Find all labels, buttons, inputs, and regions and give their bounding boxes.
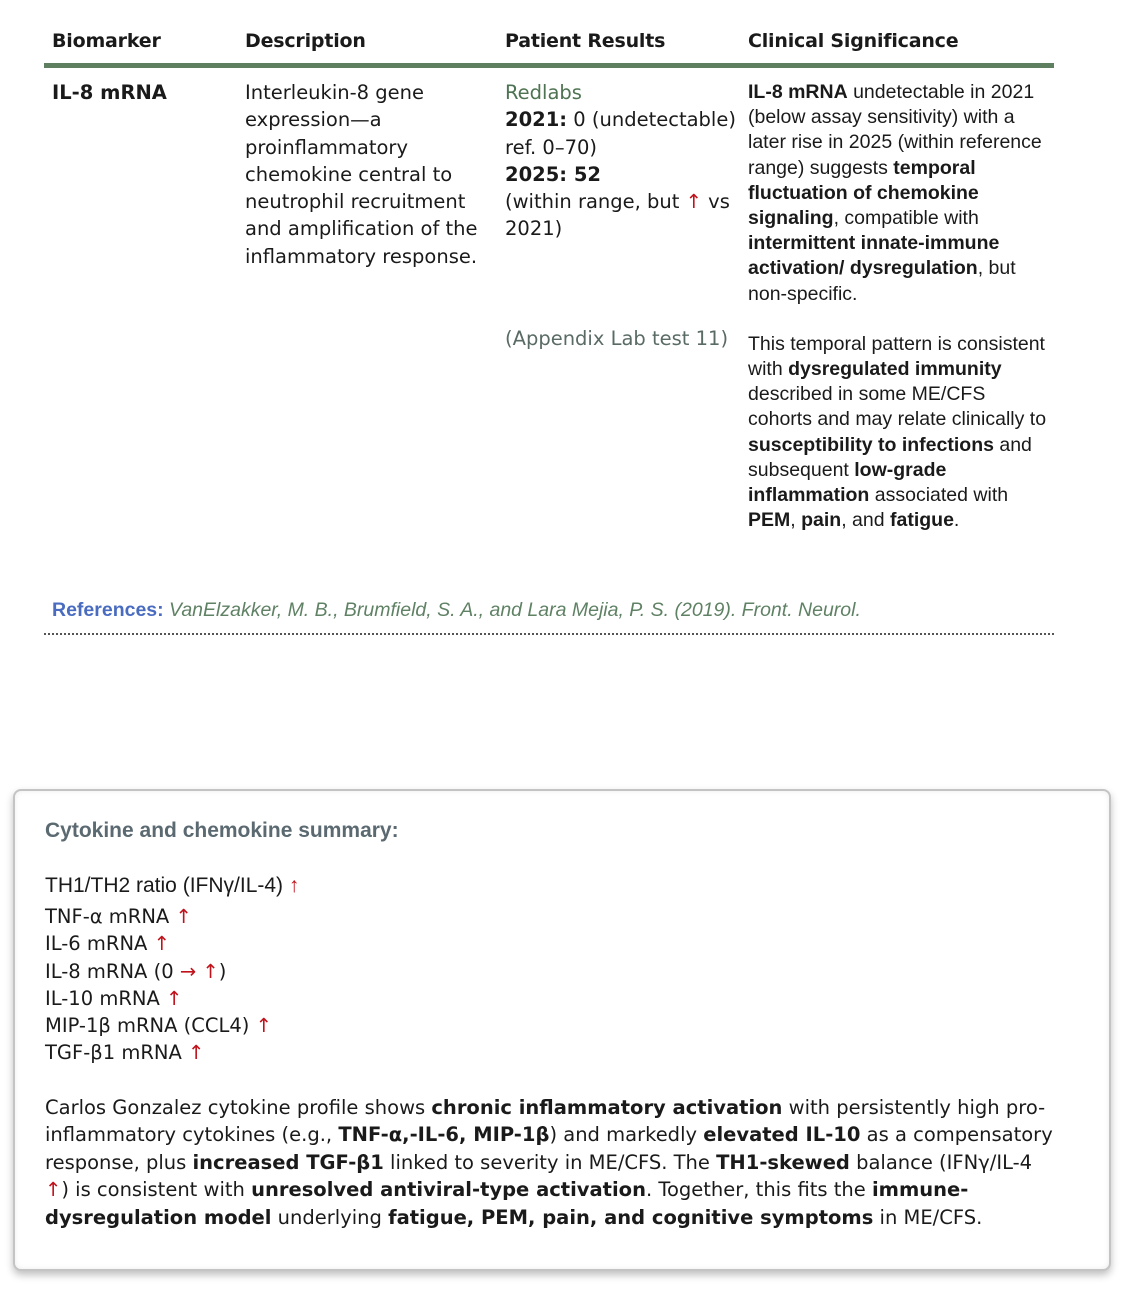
text-run: Carlos Gonzalez cytokine profile shows xyxy=(45,1096,432,1119)
header-description: Description xyxy=(245,30,366,52)
bold-text: IL-8 mRNA xyxy=(748,81,848,103)
cytokine-label: IL-6 mRNA xyxy=(45,932,154,956)
year-2025-value: 52 xyxy=(567,162,602,186)
cytokine-label: IL-10 mRNA xyxy=(45,986,166,1010)
up-arrow-icon: ↑ xyxy=(175,905,192,928)
header-biomarker: Biomarker xyxy=(52,30,161,52)
bold-text: elevated IL-10 xyxy=(703,1123,861,1147)
bold-text: immune-dysregulation model xyxy=(45,1178,969,1229)
trend-note-year: 2021) xyxy=(505,217,563,241)
text-run: . xyxy=(953,509,960,532)
bold-text: TH1-skewed xyxy=(716,1150,850,1174)
text-run: . Together, this fits the xyxy=(645,1178,872,1202)
header-divider xyxy=(44,63,1054,68)
text-run: This temporal pattern is consistent with xyxy=(748,332,1045,381)
trend-note: (within range, but ↑ vs xyxy=(505,190,730,214)
bold-text: chronic inflammatory activation xyxy=(431,1096,783,1119)
description-line: neutrophil recruitment xyxy=(245,190,466,214)
cytokine-list-item xyxy=(45,903,272,930)
bold-text: pain xyxy=(801,509,842,532)
significance-paragraph-1 xyxy=(748,80,1048,307)
text-run: associated with xyxy=(869,484,1009,507)
reference-range: ref. 0–70) xyxy=(505,135,598,159)
header-patient-results: Patient Results xyxy=(505,30,666,52)
bold-text: PEM xyxy=(748,509,791,532)
text-run: as a compensatory response, plus xyxy=(45,1123,1053,1174)
up-arrow-icon: ↑ xyxy=(166,986,183,1010)
significance-paragraph-2 xyxy=(748,332,1048,534)
clinical-significance-cell xyxy=(748,80,1048,533)
text-run: , compatible with xyxy=(833,207,979,230)
description-line: proinflammatory xyxy=(245,135,408,159)
up-arrow-icon: ↑ xyxy=(45,1178,62,1202)
text-run: linked to severity in ME/CFS. The xyxy=(383,1150,717,1174)
cytokine-list-item xyxy=(45,1012,272,1039)
bold-text: fatigue, PEM, pain, and cognitive symptoms xyxy=(388,1205,874,1229)
dotted-divider xyxy=(44,633,1054,635)
references xyxy=(52,599,861,622)
lab-name: Redlabs xyxy=(505,81,582,104)
text-run: with persistently high pro-inflammatory cytokines (e.g., xyxy=(45,1096,1046,1147)
up-arrow-icon: ↑ xyxy=(188,1041,205,1065)
appendix-link[interactable]: (Appendix Lab test 11) xyxy=(505,327,729,350)
bold-text: low-grade inflammation xyxy=(748,458,947,507)
text-run: , and xyxy=(841,509,890,532)
bold-text: fatigue xyxy=(890,509,954,532)
summary-paragraph xyxy=(45,1094,1060,1231)
result-2021 xyxy=(505,106,736,133)
year-2021-label: 2021: xyxy=(505,108,568,132)
year-2025-label: 2025: xyxy=(505,162,568,186)
text-run: , but non-specific. xyxy=(748,257,1016,305)
text-run: described in some ME/CFS cohorts and may relate clinically to xyxy=(748,383,1047,431)
description-cell xyxy=(245,79,478,270)
bold-text: increased TGF-β1 xyxy=(192,1150,384,1174)
cytokine-list-item xyxy=(45,1039,272,1066)
cytokine-label: TNF-α mRNA xyxy=(45,905,176,928)
biomarker-name: IL-8 mRNA xyxy=(52,81,167,104)
bold-text: intermittent innate-immune activation/ dysregulation xyxy=(748,232,1000,280)
cytokine-list-item: IL-8 mRNA (0 → ↑) xyxy=(45,959,227,983)
up-arrow-icon: ↑ xyxy=(255,1014,272,1038)
description-line: chemokine central to xyxy=(245,162,453,186)
references-label: References: xyxy=(52,599,164,621)
bold-text: TNF-α,-IL-6, MIP-1β xyxy=(338,1123,550,1147)
up-arrow-icon: ↑ xyxy=(288,874,300,897)
description-line: Interleukin-8 gene xyxy=(245,81,424,104)
text-run: , xyxy=(790,509,802,532)
text-run: ) is consistent with xyxy=(61,1178,252,1202)
reference-citation[interactable]: VanElzakker, M. B., Brumfield, S. A., and Lara Mejia, P. S. (2019). Front. Neurol. xyxy=(163,599,861,621)
description-line: and amplification of the xyxy=(245,217,478,241)
cytokine-list-item xyxy=(45,930,272,957)
cytokine-label: MIP-1β mRNA (CCL4) xyxy=(45,1014,256,1038)
up-arrow-icon: ↑ xyxy=(202,959,219,983)
summary-title: Cytokine and chemokine summary: xyxy=(45,819,399,842)
bold-text: dysregulated immunity xyxy=(788,358,1002,381)
text-run: ) and markedly xyxy=(549,1123,704,1147)
text-run: undetectable in 2021 (below assay sensitivity) with a later rise in 2025 (within reference range) suggests xyxy=(748,81,1042,179)
cytokine-list xyxy=(45,903,272,1067)
text-run: underlying xyxy=(271,1205,389,1229)
up-arrow-icon: ↑ xyxy=(685,190,702,214)
result-2025 xyxy=(505,161,736,188)
cytokine-label: TGF-β1 mRNA xyxy=(45,1041,188,1065)
right-arrow-icon: → xyxy=(179,959,197,983)
cytokine-label: IL-8 mRNA (0 xyxy=(45,959,180,983)
text-run: balance (IFNγ/IL-4 xyxy=(849,1150,1033,1174)
text-run: in ME/CFS. xyxy=(873,1205,983,1229)
description-line: expression—a xyxy=(245,108,382,132)
bold-text: temporal fluctuation of chemokine signaling xyxy=(748,156,979,230)
up-arrow-icon: ↑ xyxy=(153,932,170,956)
year-2021-value: 0 (undetectable) xyxy=(567,108,736,132)
text-run: and subsequent xyxy=(748,433,1032,481)
bold-text: unresolved antiviral-type activation xyxy=(251,1178,646,1202)
header-clinical-significance: Clinical Significance xyxy=(748,30,959,52)
description-line: inflammatory response. xyxy=(245,244,478,268)
cytokine-list-item xyxy=(45,985,272,1012)
th1-th2-ratio: TH1/TH2 ratio (IFNγ/IL-4) ↑ xyxy=(45,874,300,897)
bold-text: susceptibility to infections xyxy=(748,433,994,456)
patient-results-cell xyxy=(505,79,736,243)
